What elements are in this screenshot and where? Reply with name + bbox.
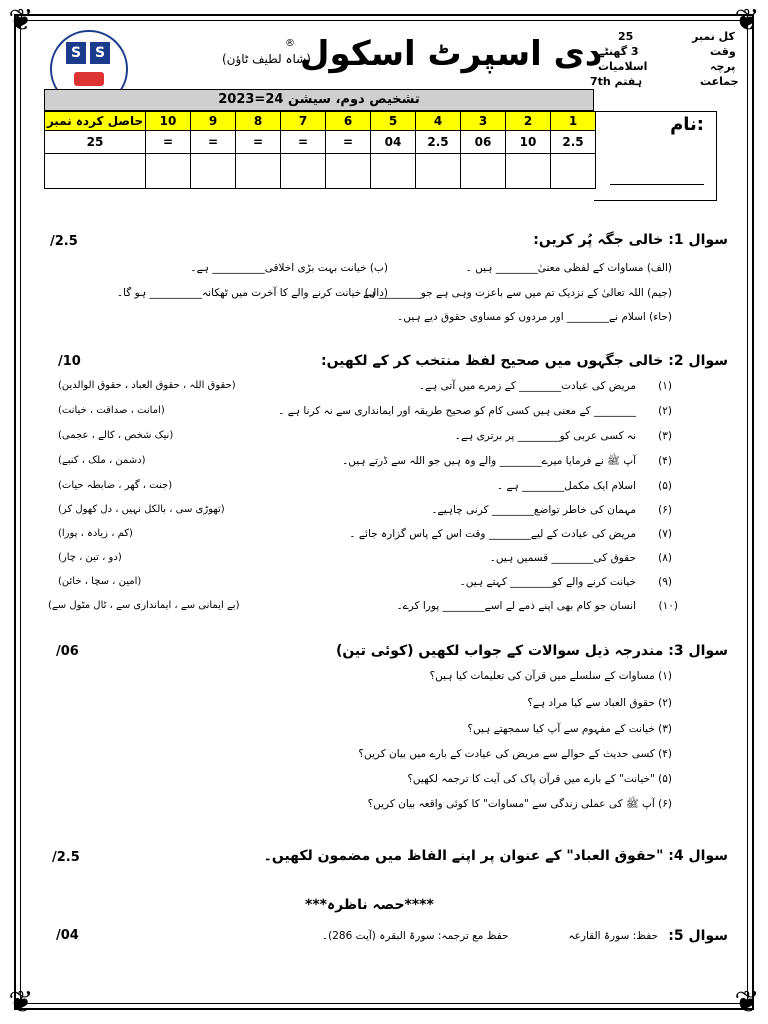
q2-item-1-num: (۱) [658,380,672,392]
info-value-class: ہفتم 7th [590,75,643,88]
q2-item-2-options: (امانت ، صداقت ، خیانت) [58,405,165,416]
marks-header-cell: 9 [191,112,236,131]
q1-line-e: (حاء) اسلام نے________ اور مردوں کو مساوی حقوق دیے ہیں۔ [397,311,672,323]
q3-item-3: (۳) خیانت کے مفہوم سے آپ کیا سمجھتے ہیں؟ [467,723,672,735]
q2-item-2-text: ________ کے معنی ہیں کسی کام کو صحیح طریقہ اور ایمانداری سے نہ کرنا ہے ۔ [278,405,636,417]
q2-item-9-text: خیانت کرنے والے کو________ کہتے ہیں۔ [459,576,636,588]
q2-item-3-num: (۳) [658,430,672,442]
marks-header-cell: 1 [551,112,596,131]
marks-value-cell: 06 [461,131,506,154]
marks-value-total: 25 [45,131,146,154]
logo-letter-2: S [90,42,110,64]
corner-ornament-top-right: ❦ [734,3,760,38]
q2-item-6-text: مہمان کی خاطر تواضع________ کرنی چاہیے۔ [431,504,636,516]
q2-item-4-options: (دشمن ، ملک ، کنبے) [58,455,146,466]
marks-header-cell: 5 [371,112,416,131]
q1-title: سوال 1: خالی جگہ پُر کریں: [533,232,728,248]
q2-item-7-options: (کم ، زیادہ ، پورا) [58,528,133,539]
registered-mark: ® [285,38,295,49]
q3-item-5: (۵) "خیانت" کے بارے میں قرآن پاک کی آیت کا ترجمہ لکھیں؟ [407,773,672,785]
q3-item-4: (۴) کسی حدیث کے حوالے سے مریض کی عیادت کے بارے میں بیان کریں؟ [358,748,672,760]
q2-marks: /10 [58,354,81,369]
q2-item-10-options: (بے ایمانی سے ، ایمانداری سے ، ٹال مٹول سے) [48,600,240,611]
marks-header-cell: 10 [146,112,191,131]
marks-value-row [45,131,596,154]
q2-item-8-text: حقوق کی________ قسمیں ہیں۔ [489,552,636,564]
marks-header-cell: 7 [281,112,326,131]
q5-title: سوال 5: [668,928,728,944]
q2-item-4-num: (۴) [658,455,672,467]
q3-marks: /06 [56,644,79,659]
corner-ornament-bottom-right: ❦ [734,985,760,1020]
school-name: دی اسپرٹ اسکول [300,34,603,74]
q5-hifz: حفظ: سورۃ القارعہ [568,930,658,942]
q2-item-7-text: مریض کی عیادت کے لیے________ وقت اس کے پاس گزارہ جائے ۔ [349,528,636,540]
name-label: نام: [670,114,704,135]
q3-title: سوال 3: مندرجہ ذیل سوالات کے جواب لکھیں (کوئی تین) [335,643,728,659]
q5-marks: /04 [56,928,79,943]
marks-value-cell: = [236,131,281,154]
book-icon [74,72,104,86]
q2-item-2-num: (۲) [658,405,672,417]
q2-item-10-num: (۱۰) [658,600,678,612]
marks-header-cell: 8 [236,112,281,131]
marks-header-cell: 6 [326,112,371,131]
q1-line-b: (ب) خیانت بہت بڑی اخلاقی__________ ہے۔ [190,262,388,274]
marks-value-cell: 04 [371,131,416,154]
name-line[interactable] [610,184,704,185]
q2-item-10-text: انسان جو کام بھی اپنے ذمے لے اسے________ پورا کرے۔ [396,600,636,612]
q4-marks: /2.5 [52,850,80,865]
q1-line-d: (دال) خیانت کرنے والے کا آخرت میں ٹھکانہ__________ ہو گا۔ [116,287,388,299]
q2-item-5-text: اسلام ایک مکمل________ ہے ۔ [497,480,636,492]
q3-item-1: (۱) مساوات کے سلسلے میں قرآن کی تعلیمات کیا ہیں؟ [429,670,672,682]
q2-item-9-options: (امین ، سچا ، خائن) [58,576,142,587]
q2-item-9-num: (۹) [658,576,672,588]
q2-item-1-options: (حقوق اللہ ، حقوق العباد ، حقوق الوالدین) [58,380,236,391]
corner-ornament-bottom-left: ❦ [8,985,34,1020]
info-value-total: 25 [618,30,634,43]
nazira-heading: ****حصہ ناظرہ*** [305,897,434,913]
q2-item-5-num: (۵) [658,480,672,492]
q2-item-6-options: (تھوڑی سی ، بالکل نہیں ، دل کھول کر) [58,504,225,515]
q2-item-4-text: آپ ﷺ نے فرمایا میرے________ والے وہ ہیں جو اللہ سے ڈرتے ہیں۔ [342,455,636,467]
info-label-time: وقت [710,45,736,58]
marks-header-cell: 2 [506,112,551,131]
marks-value-cell: = [191,131,236,154]
marks-value-cell: = [146,131,191,154]
marks-table [44,111,596,189]
session-banner: تشخیص دوم، سیشن 24=2023 [44,89,594,111]
q2-item-8-options: (دو ، تین ، چار) [58,552,122,563]
info-value-time: 3 گھنٹے [598,45,639,58]
corner-ornament-top-left: ❦ [8,3,34,38]
q1-line-a: (الف) مساوات کے لفظی معنیٰ________ ہیں ۔ [465,262,672,274]
q2-item-5-options: (جنت ، گھر ، ضابطہ حیات) [58,480,173,491]
q2-item-3-text: نہ کسی عربی کو________ پر برتری ہے۔ [454,430,636,442]
marks-value-cell: 10 [506,131,551,154]
q2-item-1-text: مریض کی عیادت________ کے زمرے میں آتی ہے۔ [418,380,636,392]
q2-item-8-num: (۸) [658,552,672,564]
q1-marks: /2.5 [50,234,78,249]
marks-header-cell: 4 [416,112,461,131]
marks-value-cell: 2.5 [551,131,596,154]
logo-letter-1: S [66,42,86,64]
marks-header-total: حاصل کردہ نمبر [45,112,146,131]
q2-item-6-num: (۶) [658,504,672,516]
q3-item-6: (۶) آپ ﷺ کی عملی زندگی سے "مساوات" کا کوئی واقعہ بیان کریں؟ [367,798,672,810]
q4-title: سوال 4: "حقوق العباد" کے عنوان پر اپنے الفاظ میں مضمون لکھیں۔ [263,848,728,864]
info-label-paper: پرچہ [710,60,736,73]
marks-value-cell: 2.5 [416,131,461,154]
q2-title: سوال 2: خالی جگہوں میں صحیح لفظ منتخب کر کے لکھیں: [320,353,728,369]
info-label-class: جماعت [700,75,739,88]
q2-item-7-num: (۷) [658,528,672,540]
q1-line-c: (جیم) اللہ تعالیٰ کے نزدیک تم میں سے باعزت وہی ہے جو________ ہے ۔ [353,287,672,299]
marks-header-cell: 3 [461,112,506,131]
q3-item-2: (۲) حقوق العباد سے کیا مراد ہے؟ [527,697,672,709]
info-value-paper: اسلامیات [598,60,648,73]
marks-value-cell: = [281,131,326,154]
q2-item-3-options: (نیک شخص ، کالے ، عجمی) [58,430,174,441]
name-box [594,111,717,201]
q5-tarjuma: حفظ مع ترجمہ: سورۃ البقرہ (آیت 286)۔ [322,930,509,942]
school-branch: (شاہ لطیف ٹاؤن) [222,52,311,66]
marks-value-cell: = [326,131,371,154]
info-label-total: کل نمبر [692,30,735,43]
marks-blank-row [45,154,596,189]
marks-header-row [45,112,596,131]
